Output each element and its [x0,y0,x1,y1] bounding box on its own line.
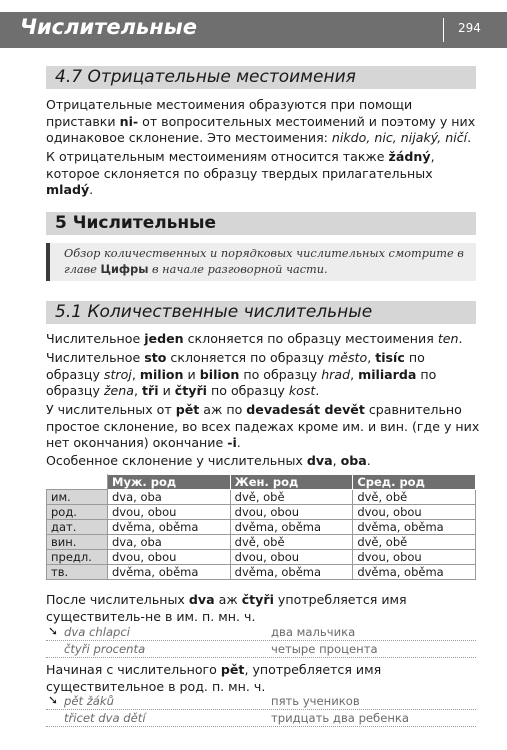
example-russian: четыре процента [271,642,378,656]
table-cell: dvěma, oběma [230,565,353,580]
table-cell: dvěma, oběma [353,565,476,580]
section-heading-5-1 [46,301,476,324]
table-cell: dvou, obou [230,505,353,520]
example-russian: два мальчика [271,625,356,639]
case-label: тв. [47,565,108,580]
note-accent-bar [46,243,50,281]
page-number: 294 [458,21,481,35]
paragraph-dva-oba: Особенное склонение у числительных dva, oba. [46,453,371,468]
paragraph-dva-ctyri-usage: После числительных dva аж čtyři употребляется имя существитель-не в им. п. мн. ч. [46,592,407,624]
table-cell: dvěma, oběma [108,520,231,535]
table-cell: dvou, obou [353,505,476,520]
example-russian: тридцать два ребенка [271,711,410,725]
note-box [46,243,476,281]
table-cell: dvě, obě [230,535,353,550]
example-czech: dva chlapci [64,625,131,639]
example-russian: пять учеников [271,694,360,708]
table-cell: dvě, obě [230,490,353,505]
paragraph-negative-pronouns: Отрицательные местоимения образуются при помощи приставки ni- от вопросительных местоимений и поэтому у них одинаковое склонение. Это местоимения: nikdo, nic, nijaký, ničí. [46,97,476,146]
table-row [47,535,476,550]
table-cell: dvou, obou [108,550,231,565]
section-title: 5 Числительные [55,213,217,233]
case-label: им. [47,490,108,505]
table-cell: dva, oba [108,490,231,505]
case-label: предл. [47,550,108,565]
column-header-neuter: Сред. род [353,475,476,490]
paragraph-sto-tisic: Числительное sto склоняется по образцу město, tisíc по образцу stroj, milion и bilion по образцу hrad, miliarda по образцу žena, tři и čtyři по образцу kost. [46,350,437,399]
example-row [46,693,476,710]
table-cell: dvou, obou [353,550,476,565]
section-title: 5.1 Количественные числительные [55,302,373,322]
example-row [46,641,476,658]
column-header-feminine: Жен. род [230,475,353,490]
table-row [47,520,476,535]
table-cell: dvě, obě [353,490,476,505]
example-arrow-icon: ➘ [48,693,59,707]
example-row [46,710,476,727]
table-cell: dvěma, oběma [108,565,231,580]
table-row [47,550,476,565]
paragraph-jeden: Числительное jeden склоняется по образцу местоимения ten. [46,331,463,346]
example-row [46,624,476,641]
table-cell: dvou, obou [230,550,353,565]
paragraph-pet-devadesat: У числительных от pět аж по devadesát devět сравнительно простое склонение, во всех падежах кроме им. и вин. (где у них нет окончания) окончание -i. [46,402,480,451]
example-czech: pět žáků [64,694,114,708]
table-cell: dvěma, oběma [230,520,353,535]
case-label: вин. [47,535,108,550]
chapter-title: Числительные [20,15,198,39]
table-row [47,565,476,580]
table-cell: dvěma, oběma [353,520,476,535]
table-cell: dvou, obou [108,505,231,520]
paragraph-zadny: К отрицательным местоимениям относится также žádný, которое склоняется по образцу твердых прилагательных mladý. [46,149,435,198]
column-header-masculine: Муж. род [108,475,231,490]
header-divider [443,18,444,42]
example-arrow-icon: ➘ [48,624,59,638]
case-label: дат. [47,520,108,535]
section-heading-5 [46,212,476,235]
table-row [47,505,476,520]
case-label: род. [47,505,108,520]
section-title: 4.7 Отрицательные местоимения [55,67,356,87]
table-header-row [47,475,476,490]
table-cell: dva, oba [108,535,231,550]
paragraph-pet-usage: Начиная с числительного pět, употребляется имя существительное в род. п. мн. ч. [46,662,382,694]
declension-table [46,474,476,580]
table-row [47,490,476,505]
example-czech: čtyři procenta [64,642,146,656]
example-czech: třicet dva dětí [64,711,146,725]
page-header [0,12,507,48]
section-heading-4-7 [46,66,476,89]
note-text: Обзор количественных и порядковых числительных смотрите в главе Цифры в начале разговорной части. [64,247,464,276]
table-corner-cell [47,475,108,490]
table-cell: dvě, obě [353,535,476,550]
